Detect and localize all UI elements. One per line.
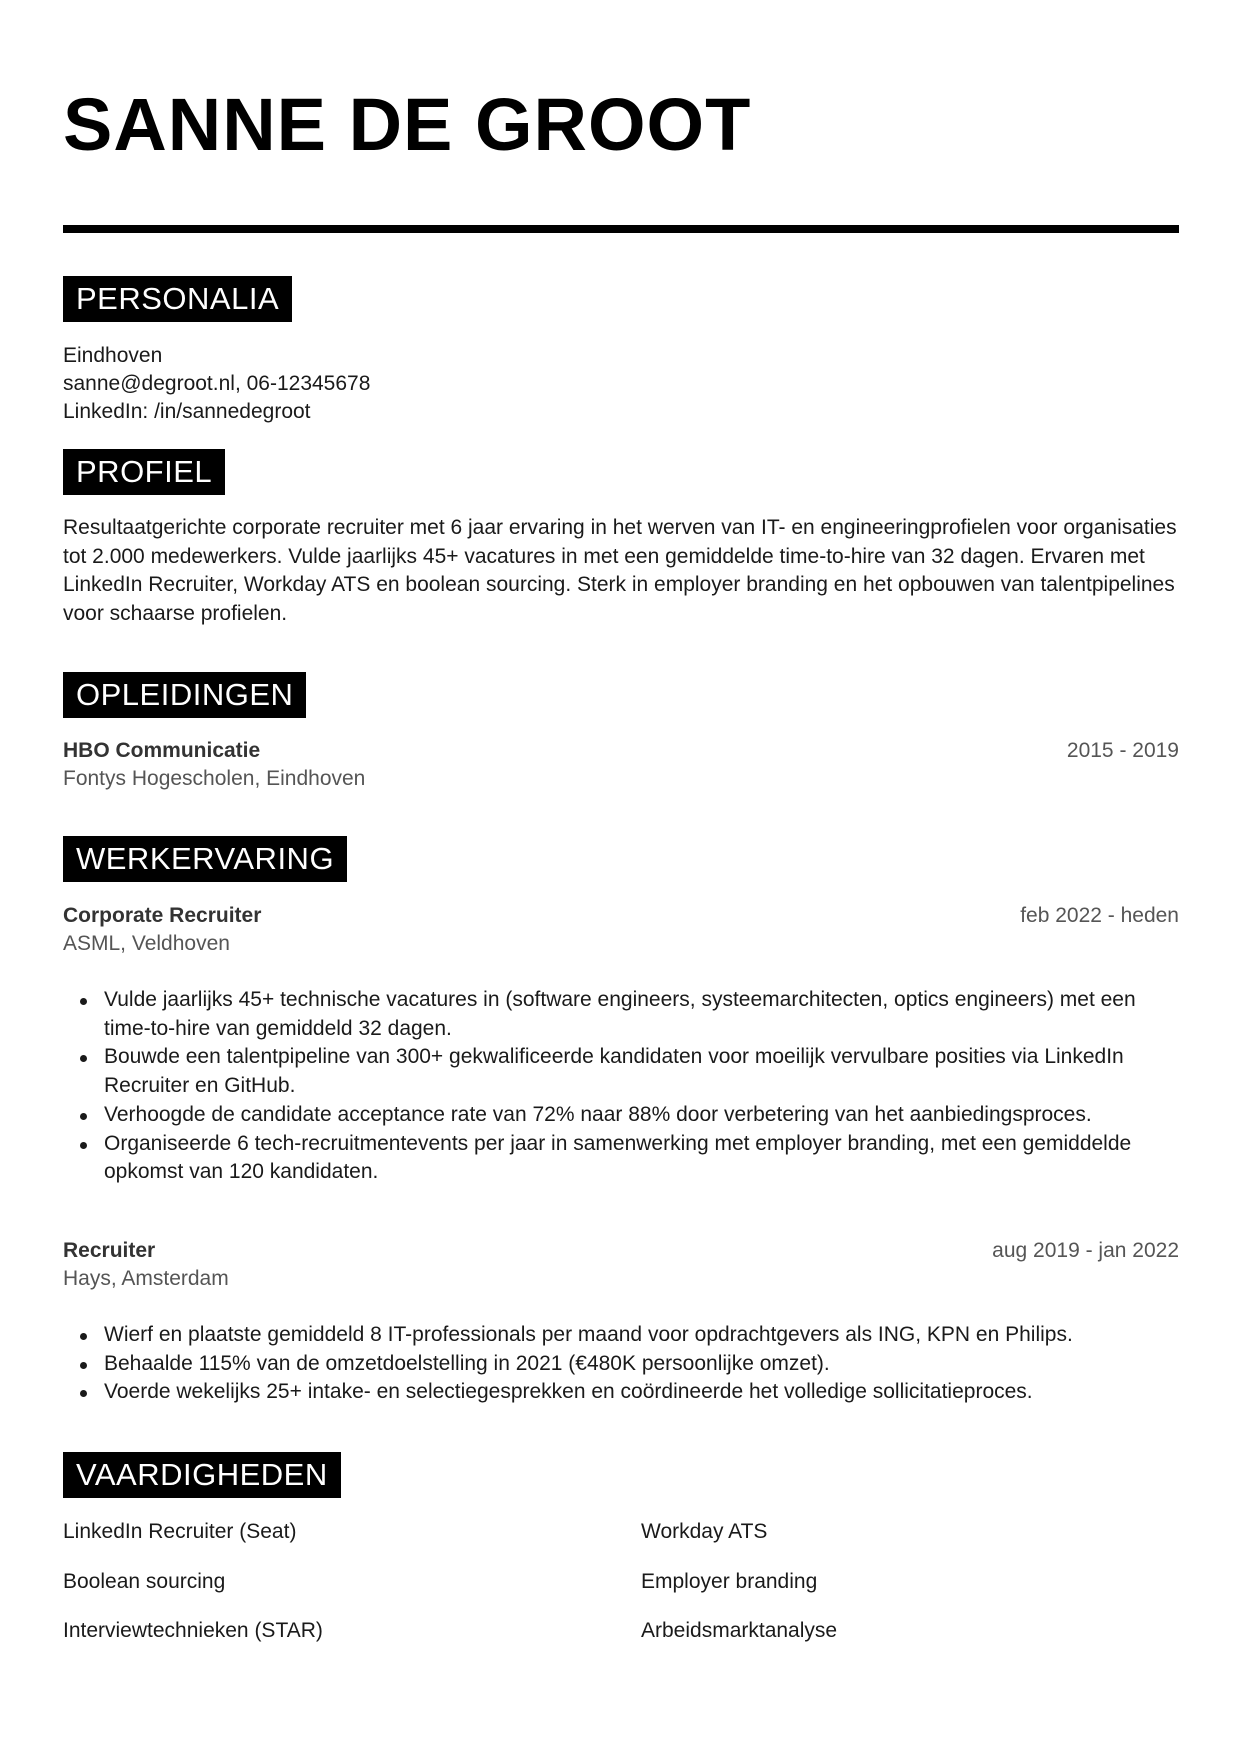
personalia-contact: sanne@degroot.nl, 06-12345678: [63, 372, 371, 395]
personalia-linkedin: LinkedIn: /in/sannedegroot: [63, 400, 311, 423]
job-period: feb 2022 - heden: [1020, 904, 1179, 927]
list-item: Voerde wekelijks 25+ intake- en selectiegesprekken en coördineerde het volledige sollicitatieproces.: [104, 1378, 1179, 1407]
job-achievements: [63, 986, 1179, 1187]
list-item: Organiseerde 6 tech-recruitmentevents per jaar in samenwerking met employer branding, met een gemiddelde opkomst van 120 kandidaten.: [104, 1130, 1179, 1187]
section-heading-profiel: PROFIEL: [63, 449, 225, 495]
profile-summary: Resultaatgerichte corporate recruiter met 6 jaar ervaring in het werven van IT- en engineeringprofielen voor organisaties tot 2.000 medewerkers. Vulde jaarlijks 45+ vacatures in met een gemiddelde time-to-hire van 32 dagen. Ervaren met LinkedIn Recruiter, Workday ATS en boolean sourcing. Sterk in employer branding en het opbouwen van talentpipelines voor schaarse profielen.: [63, 516, 1177, 625]
list-item: Behaalde 115% van de omzetdoelstelling in 2021 (€480K persoonlijke omzet).: [104, 1350, 1179, 1379]
skill-item: Interviewtechnieken (STAR): [63, 1619, 323, 1642]
skill-item: Employer branding: [641, 1570, 818, 1593]
list-item: Verhoogde de candidate acceptance rate van 72% naar 88% door verbetering van het aanbiedingsproces.: [104, 1101, 1179, 1130]
list-item: Bouwde een talentpipeline van 300+ gekwalificeerde kandidaten voor moeilijk vervulbare posities via LinkedIn Recruiter en GitHub.: [104, 1043, 1179, 1100]
job-entry-header: [63, 1237, 1179, 1265]
job-role: Recruiter: [63, 1239, 156, 1262]
list-item: Wierf en plaatste gemiddeld 8 IT-professionals per maand voor opdrachtgevers als ING, KPN en Philips.: [104, 1321, 1179, 1350]
header-divider: [63, 225, 1179, 233]
list-item: Vulde jaarlijks 45+ technische vacatures in (software engineers, systeemarchitecten, optics engineers) met een time-to-hire van gemiddeld 32 dagen.: [104, 986, 1179, 1043]
job-entry-header: [63, 902, 1179, 930]
job-period: aug 2019 - jan 2022: [992, 1239, 1179, 1262]
job-achievements: [63, 1321, 1179, 1407]
job-company: ASML, Veldhoven: [63, 932, 230, 955]
education-degree: HBO Communicatie: [63, 739, 261, 762]
job-role: Corporate Recruiter: [63, 904, 262, 927]
education-entry-header: [63, 737, 1179, 765]
skill-item: LinkedIn Recruiter (Seat): [63, 1520, 297, 1543]
skill-item: Boolean sourcing: [63, 1570, 226, 1593]
education-school: Fontys Hogescholen, Eindhoven: [63, 767, 366, 790]
personalia-city: Eindhoven: [63, 344, 163, 367]
education-period: 2015 - 2019: [1066, 739, 1179, 762]
skill-item: Arbeidsmarktanalyse: [641, 1619, 838, 1642]
section-heading-personalia: PERSONALIA: [63, 276, 292, 322]
section-heading-opleidingen: OPLEIDINGEN: [63, 672, 306, 718]
skill-item: Workday ATS: [641, 1520, 768, 1543]
candidate-name: SANNE DE GROOT: [63, 83, 752, 166]
job-company: Hays, Amsterdam: [63, 1267, 229, 1290]
section-heading-vaardigheden: VAARDIGHEDEN: [63, 1452, 341, 1498]
section-heading-werkervaring: WERKERVARING: [63, 836, 347, 882]
